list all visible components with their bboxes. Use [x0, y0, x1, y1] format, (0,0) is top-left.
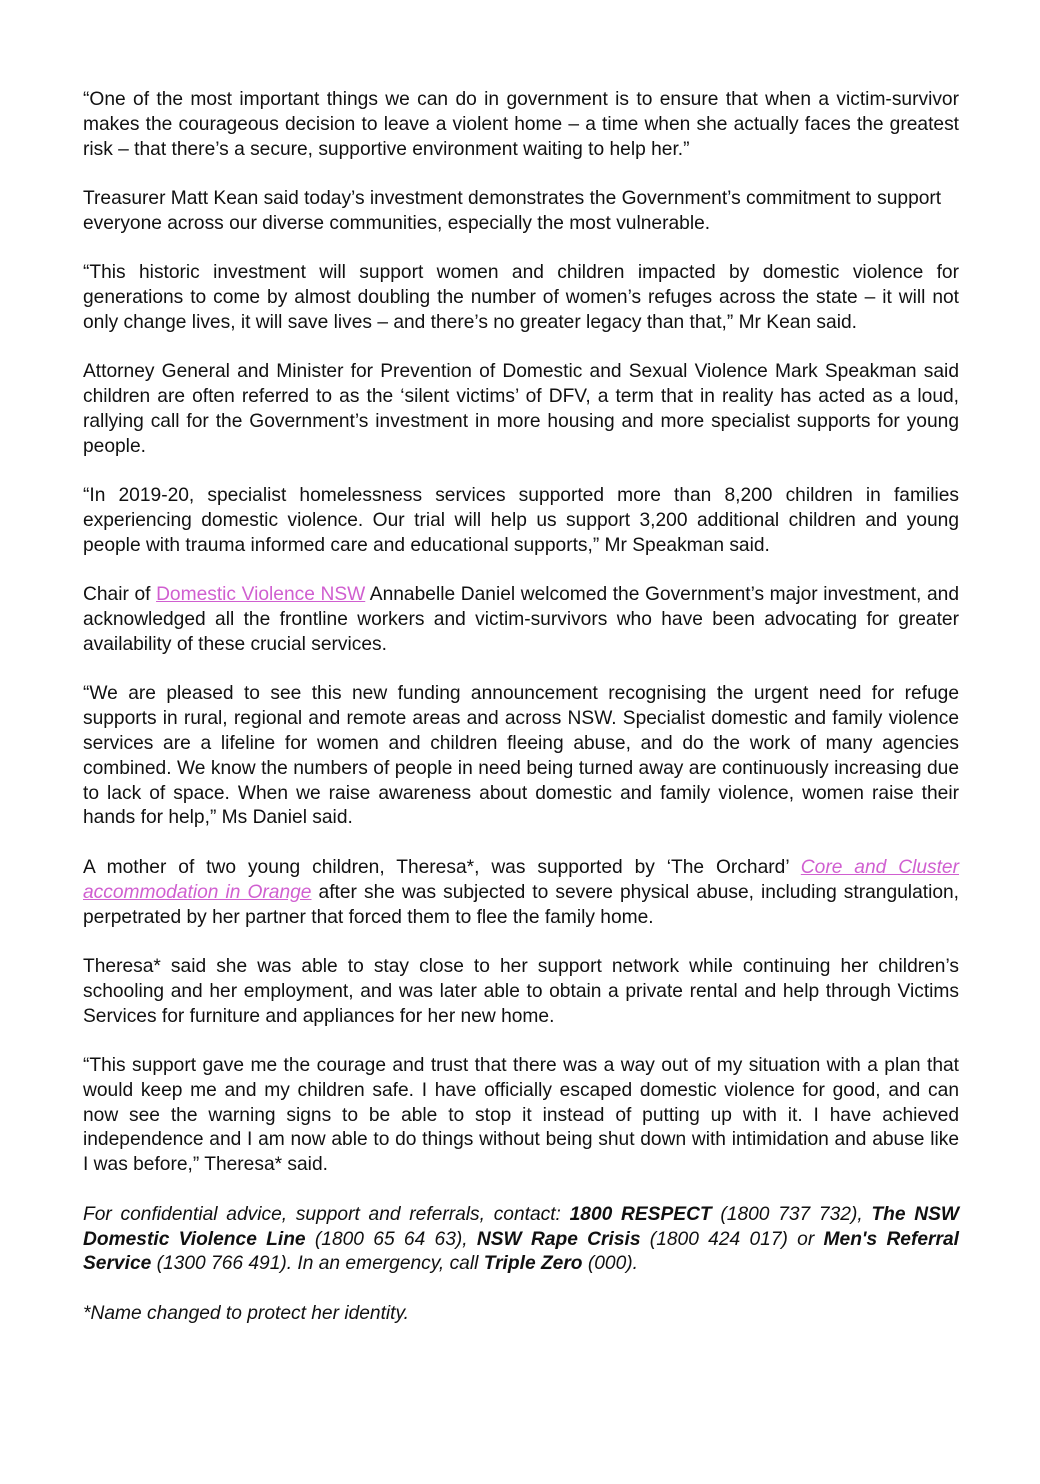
mens-referral-service-name: Men's Referral Service [83, 1228, 959, 1275]
rape-crisis-service-name: NSW Rape Crisis [476, 1228, 641, 1250]
dvnsw-paragraph [83, 583, 959, 657]
emergency-service-name: Triple Zero [483, 1253, 583, 1275]
dv-line-service-number: (1800 65 64 63), [305, 1228, 477, 1250]
theresa-story-paragraph [83, 856, 959, 930]
document-page [83, 88, 959, 1351]
theresa-text-after: after she was subjected to severe physical abuse, including strangulation, perpetrated by her partner that forced them to flee the family home. [83, 881, 960, 928]
theresa-support-paragraph: Theresa* said she was able to stay close to her support network while continuing her children’s schooling and her employment, and was later able to obtain a private rental and help through Victims Services for furniture and appliances for her new home. [83, 956, 959, 1027]
speakman-quote-paragraph: “In 2019-20, specialist homelessness services supported more than 8,200 children in families experiencing domestic violence. Our trial will help us support 3,200 additional children and young people with trauma informed care and educational supports,” Mr Speakman said. [83, 485, 959, 556]
core-and-cluster-orange-link[interactable]: Core and Cluster accommodation in Orange [83, 856, 959, 903]
treasurer-statement-paragraph: Treasurer Matt Kean said today’s investment demonstrates the Government’s commitment to support everyone across our diverse communities, especially the most vulnerable. [83, 188, 942, 234]
respect-service-name: 1800 RESPECT [569, 1203, 712, 1225]
daniel-quote-paragraph: “We are pleased to see this new funding announcement recognising the urgent need for refuge supports in rural, regional and remote areas and across NSW. Specialist domestic and family violence services are a lifeline for women and children fleeing abuse, and do the work of many agencies combined. We know the numbers of people in need being turned away are continuously increasing due to lack of space. When we raise awareness about domestic and family violence, women raise their hands for help,” Ms Daniel said. [83, 683, 959, 829]
contacts-intro: For confidential advice, support and referrals, contact: [83, 1203, 570, 1225]
dv-line-service-name: The NSW Domestic Violence Line [83, 1203, 959, 1250]
respect-service-number: (1800 737 732), [711, 1203, 872, 1225]
name-changed-footnote: *Name changed to protect her identity. [83, 1302, 410, 1324]
domestic-violence-nsw-link[interactable]: Domestic Violence NSW [156, 584, 366, 606]
theresa-quote-paragraph: “This support gave me the courage and trust that there was a way out of my situation with a plan that would keep me and my children safe. I have officially escaped domestic violence for good, and can now see the warning signs to be able to stop it instead of putting up with it. I have achieved independence and I am now able to do things without being shut down with intimidation and abuse like I was before,” Theresa* said. [83, 1055, 959, 1176]
dvnsw-text-after: Annabelle Daniel welcomed the Government’s major investment, and acknowledged all the frontline workers and victim-survivors who have been advocating for greater availability of these crucial services. [83, 584, 959, 655]
quote-paragraph-refuge: “One of the most important things we can do in government is to ensure that when a victim-survivor makes the courageous decision to leave a violent home – a time when she actually faces the greatest risk – that there’s a secure, supportive environment waiting to help her.” [83, 89, 959, 160]
rape-crisis-service-number: (1800 424 017) or [640, 1228, 824, 1250]
dvnsw-text-before: Chair of [83, 584, 157, 606]
attorney-general-paragraph: Attorney General and Minister for Prevention of Domestic and Sexual Violence Mark Speakman said children are often referred to as the ‘silent victims’ of DFV, a term that in reality has acted as a loud, rallying call for the Government’s investment in more housing and more specialist supports for young people. [83, 361, 959, 457]
theresa-text-before: A mother of two young children, Theresa*, was supported by ‘The Orchard’ [83, 856, 801, 878]
emergency-service-number: (000). [582, 1253, 638, 1275]
mens-referral-service-number: (1300 766 491). In an emergency, call [151, 1253, 484, 1275]
treasurer-quote-paragraph: “This historic investment will support women and children impacted by domestic violence for generations to come by almost doubling the number of women’s refuges across the state – it will not only change lives, it will save lives – and there’s no greater legacy than that,” Mr Kean said. [83, 262, 959, 333]
support-contacts-paragraph [83, 1203, 959, 1277]
